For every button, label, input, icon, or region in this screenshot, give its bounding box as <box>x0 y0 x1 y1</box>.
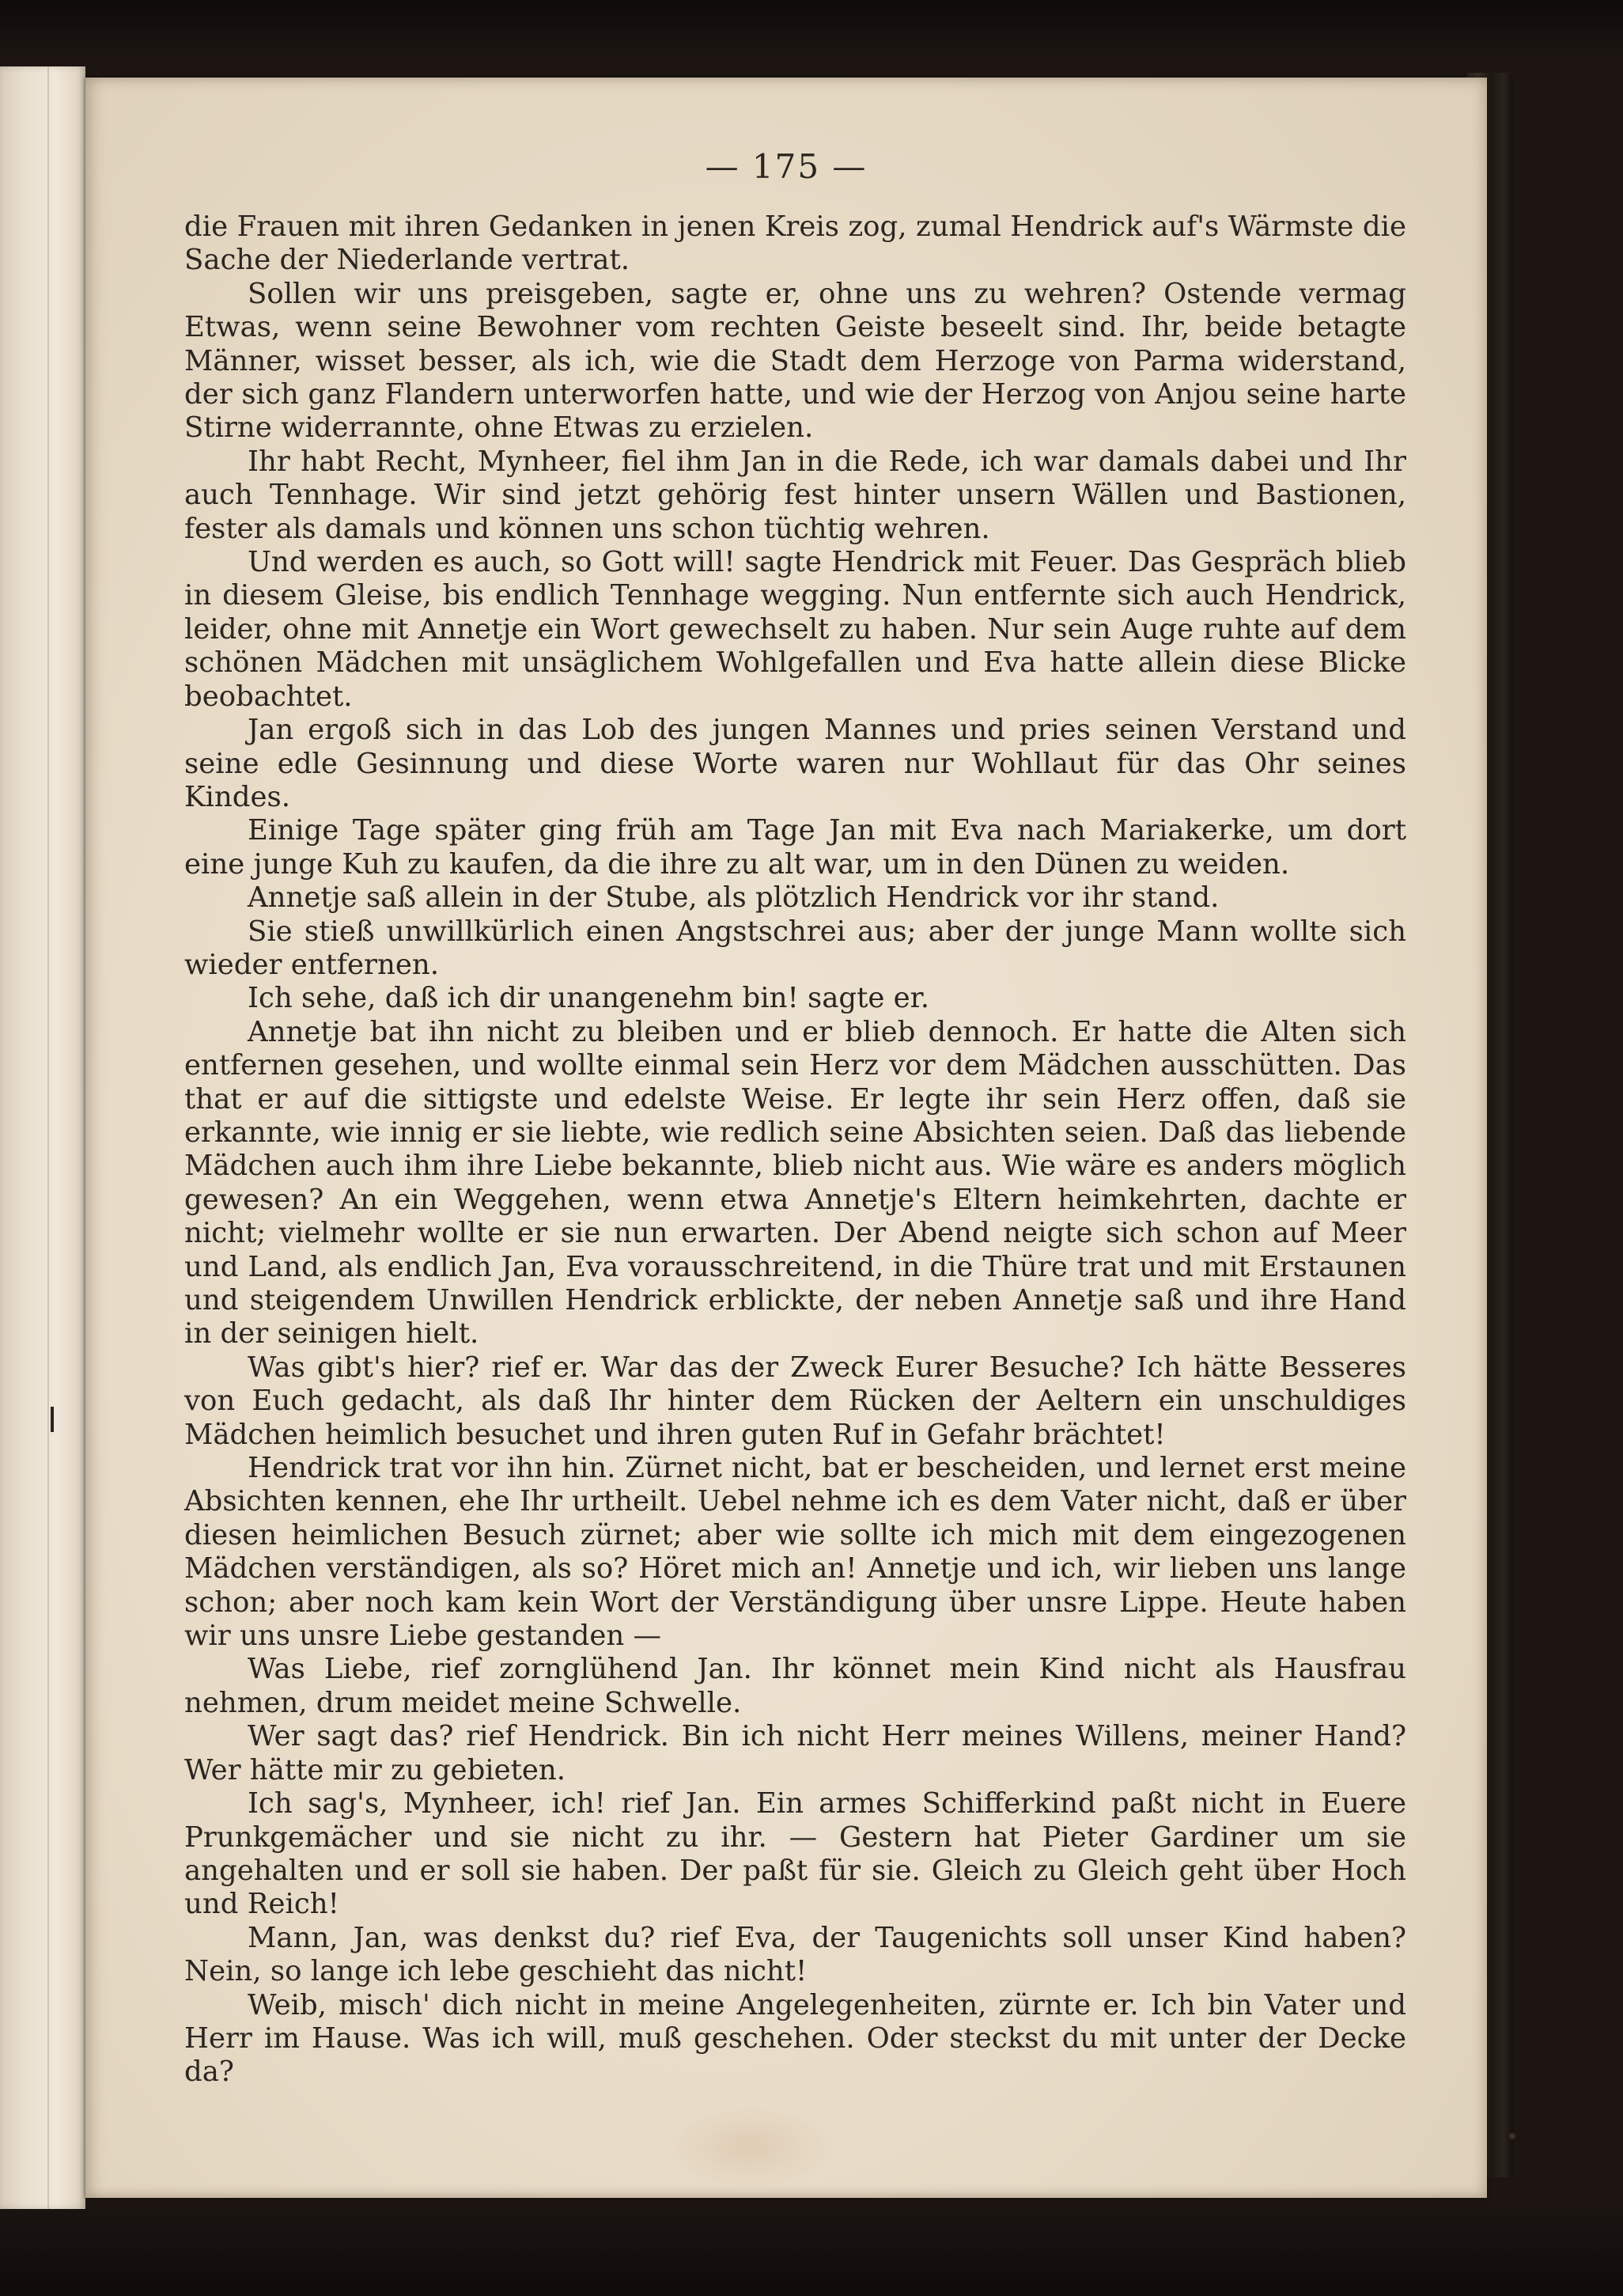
paragraph: Was gibt's hier? rief er. War das der Zweck Eurer Besuche? Ich hätte Besseres von Euch gedacht, als daß Ihr hinter dem Rücken der Aeltern ein unschuldiges Mädchen heimlich besuchet und ihren guten Ruf in Gefahr brächtet! <box>184 1351 1406 1451</box>
body-text <box>184 210 1406 2090</box>
margin-mark <box>51 1407 54 1432</box>
paragraph: Hendrick trat vor ihn hin. Zürnet nicht, bat er bescheiden, und lernet erst meine Absichten kennen, ehe Ihr urtheilt. Uebel nehme ich es dem Vater nicht, daß er über diesen heimlichen Besuch zürnet; aber wie sollte ich mich mit dem eingezogenen Mädchen verständigen, als so? Höret mich an! Annetje und ich, wir lieben uns lange schon; aber noch kam kein Wort der Verständigung über unsre Lippe. Heute haben wir uns unsre Liebe gestanden — <box>184 1452 1406 1653</box>
paragraph: Sie stieß unwillkürlich einen Angstschrei aus; aber der junge Mann wollte sich wieder entfernen. <box>184 915 1406 981</box>
paragraph: Ich sehe, daß ich dir unangenehm bin! sagte er. <box>248 982 930 1015</box>
paragraph: Annetje saß allein in der Stube, als plötzlich Hendrick vor ihr stand. <box>248 881 1220 915</box>
paragraph: Ich sag's, Mynheer, ich! rief Jan. Ein armes Schifferkind paßt nicht in Euere Prunkgemächer und sie nicht zu ihr. — Gestern hat Pieter Gardiner um sie angehalten und er soll sie haben. Der paßt für sie. Gleich zu Gleich geht über Hoch und Reich! <box>184 1787 1406 1921</box>
left-page-edges <box>0 66 85 2209</box>
paragraph: Ihr habt Recht, Mynheer, fiel ihm Jan in die Rede, ich war damals dabei und Ihr auch Tennhage. Wir sind jetzt gehörig fest hinter unsern Wällen und Bastionen, fester als damals und können uns schon tüchtig wehren. <box>184 445 1406 545</box>
paragraph: Wer sagt das? rief Hendrick. Bin ich nicht Herr meines Willens, meiner Hand? Wer hätte mir zu gebieten. <box>184 1720 1406 1786</box>
paragraph: Einige Tage später ging früh am Tage Jan mit Eva nach Mariakerke, um dort eine junge Kuh zu kaufen, da die ihre zu alt war, um in den Dünen zu weiden. <box>184 814 1406 881</box>
paper-stain <box>663 2103 837 2190</box>
book-page <box>85 78 1487 2198</box>
page-number: — 175 — <box>705 147 868 186</box>
paragraph: Jan ergoß sich in das Lob des jungen Mannes und pries seinen Verstand und seine edle Gesinnung und diese Worte waren nur Wohllaut für das Ohr seines Kindes. <box>184 714 1406 813</box>
paragraph: Mann, Jan, was denkst du? rief Eva, der Taugenichts soll unser Kind haben? Nein, so lange ich lebe geschieht das nicht! <box>184 1921 1406 1988</box>
paragraph: Weib, misch' dich nicht in meine Angelegenheiten, zürnte er. Ich bin Vater und Herr im Hause. Was ich will, muß geschehen. Oder steckst du mit unter der Decke da? <box>184 1988 1406 2089</box>
paragraph: Sollen wir uns preisgeben, sagte er, ohne uns zu wehren? Ostende vermag Etwas, wenn seine Bewohner vom rechten Geiste beseelt sind. Ihr, beide betagte Männer, wisset besser, als ich, wie die Stadt dem Herzoge von Parma widerstand, der sich ganz Flandern unterworfen hatte, und wie der Herzog von Anjou seine harte Stirne widerrannte, ohne Etwas zu erzielen. <box>184 277 1406 445</box>
paragraph: Und werden es auch, so Gott will! sagte Hendrick mit Feuer. Das Gespräch blieb in diesem Gleise, bis endlich Tennhage wegging. Nun entfernte sich auch Hendrick, leider, ohne mit Annetje ein Wort gewechselt zu haben. Nur sein Auge ruhte auf dem schönen Mädchen mit unsäglichem Wohlgefallen und Eva hatte allein diese Blicke beobachtet. <box>184 546 1406 713</box>
paragraph: Annetje bat ihn nicht zu bleiben und er blieb dennoch. Er hatte die Alten sich entfernen gesehen, und wollte einmal sein Herz vor dem Mädchen ausschütten. Das that er auf die sittigste und edelste Weise. Er legte ihr sein Herz offen, daß sie erkannte, wie innig er sie liebte, wie redlich seine Absichten seien. Daß das liebende Mädchen auch ihm ihre Liebe bekannte, blieb nicht aus. Wie wäre es anders möglich gewesen? An ein Weggehen, wenn etwa Annetje's Eltern heimkehrten, dachte er nicht; vielmehr wollte er sie nun erwarten. Der Abend neigte sich schon auf Meer und Land, als endlich Jan, Eva vorausschreitend, in die Thüre trat und mit Erstaunen und steigendem Unwillen Hendrick erblickte, der neben Annetje saß und ihre Hand in der seinigen hielt. <box>184 1015 1406 1351</box>
paragraph: die Frauen mit ihren Gedanken in jenen Kreis zog, zumal Hendrick auf's Wärmste die Sache der Niederlande vertrat. <box>184 210 1406 277</box>
margin-dot <box>1509 2133 1515 2139</box>
paragraph: Was Liebe, rief zornglühend Jan. Ihr könnet mein Kind nicht als Hausfrau nehmen, drum meidet meine Schwelle. <box>184 1653 1406 1719</box>
